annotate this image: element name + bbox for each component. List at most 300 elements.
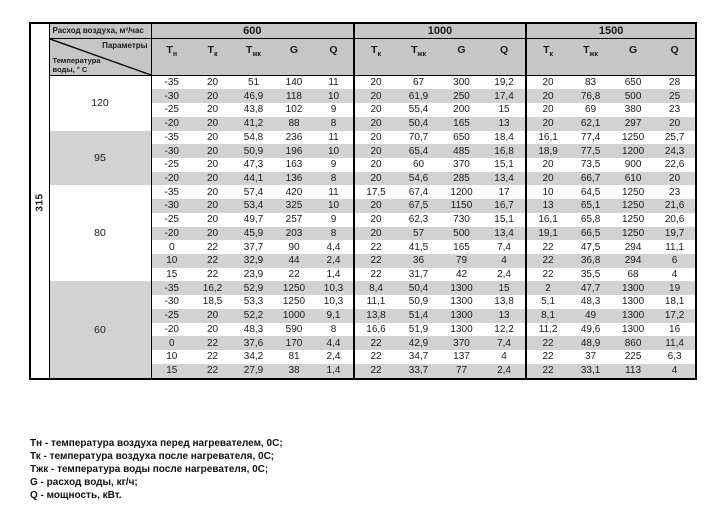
table-cell: 22 bbox=[288, 269, 300, 281]
table-cell: 27,9 bbox=[233, 364, 274, 379]
params-caption: Параметры bbox=[102, 40, 148, 50]
legend-line: Тн - температура воздуха перед нагревателем, 0С; bbox=[30, 438, 283, 449]
table-cell: 11 bbox=[328, 76, 339, 88]
param-header: $Т_к$ bbox=[526, 38, 569, 75]
table-cell: 325 bbox=[274, 199, 314, 213]
table-cell: 16,8 bbox=[483, 144, 526, 158]
table-cell: 610 bbox=[612, 172, 654, 186]
table-cell: 33,7 bbox=[397, 364, 440, 379]
table-cell: 250 bbox=[440, 89, 483, 103]
table-cell: -30 bbox=[164, 296, 179, 308]
table-cell: 18,9 bbox=[526, 144, 569, 158]
table-cell: 11,4 bbox=[654, 336, 696, 350]
table-cell: 62,3 bbox=[408, 214, 429, 226]
table-cell: 37,6 bbox=[233, 336, 274, 350]
table-cell: 83 bbox=[585, 76, 597, 88]
table-cell: 113 bbox=[612, 364, 654, 379]
table-cell: 34,7 bbox=[408, 351, 429, 363]
flow-rate-caption: Расход воздуха, м³/час bbox=[49, 23, 151, 38]
table-cell: 90 bbox=[288, 241, 300, 253]
table-cell: -35 bbox=[151, 281, 192, 295]
table-cell: 297 bbox=[612, 117, 654, 131]
table-cell: 4 bbox=[654, 364, 696, 379]
table-cell: 69 bbox=[585, 104, 597, 116]
table-cell: 0 bbox=[168, 241, 175, 253]
table-cell: 20 bbox=[354, 158, 397, 172]
table-cell: 1,4 bbox=[314, 364, 354, 379]
table-cell: 46,9 bbox=[233, 89, 274, 103]
table-cell: 20 bbox=[192, 172, 233, 186]
table-cell: 65,1 bbox=[569, 199, 612, 213]
table-cell: 17,2 bbox=[654, 309, 696, 323]
table-cell: 20 bbox=[192, 227, 233, 241]
table-cell: 49 bbox=[569, 309, 612, 323]
water-temp-group-label: 80 bbox=[49, 185, 151, 281]
table-cell: 16,7 bbox=[483, 199, 526, 213]
table-cell: 16 bbox=[669, 323, 681, 335]
table-cell: 36,8 bbox=[569, 254, 612, 268]
table-cell: 19,7 bbox=[654, 227, 696, 241]
table-cell: 62,1 bbox=[569, 117, 612, 131]
table-cell: 20 bbox=[526, 158, 569, 172]
table-cell: 36 bbox=[397, 254, 440, 268]
table-cell: 11,1 bbox=[665, 241, 684, 253]
table-cell: 77,4 bbox=[580, 131, 601, 143]
table-cell: 22 bbox=[526, 254, 569, 268]
table-cell: 10 bbox=[314, 199, 354, 213]
table-cell: 19 bbox=[654, 281, 696, 295]
table-cell: 8,4 bbox=[354, 281, 397, 295]
table-cell: 65,4 bbox=[397, 144, 440, 158]
table-cell: 650 bbox=[624, 76, 642, 88]
table-cell: 22 bbox=[192, 254, 233, 268]
table-cell: 370 bbox=[453, 159, 470, 171]
table-cell: 4,4 bbox=[314, 336, 354, 350]
table-cell: 47,7 bbox=[569, 281, 612, 295]
table-cell: 10,3 bbox=[314, 281, 354, 295]
legend-line: Тк - температура воздуха после нагревателя, 0С; bbox=[30, 451, 275, 462]
table-cell: 13,8 bbox=[354, 309, 397, 323]
table-cell: 22 bbox=[354, 336, 397, 350]
table-cell: 1300 bbox=[621, 323, 645, 335]
table-cell: 22 bbox=[354, 364, 397, 379]
table-cell: 13,4 bbox=[483, 172, 526, 186]
table-cell: 8 bbox=[314, 227, 354, 241]
table-cell: 20 bbox=[654, 117, 696, 131]
table-cell: 10 bbox=[166, 351, 178, 363]
table-cell: -35 bbox=[164, 131, 179, 143]
table-cell: 650 bbox=[453, 131, 470, 143]
table-cell: -30 bbox=[151, 89, 192, 103]
table-cell: 370 bbox=[440, 336, 483, 350]
table-cell: 24,3 bbox=[654, 144, 696, 158]
table-cell: 4 bbox=[501, 351, 507, 363]
table-cell: 200 bbox=[453, 104, 470, 116]
table-cell: 49,7 bbox=[243, 214, 264, 226]
table-cell: 44,1 bbox=[233, 172, 274, 186]
table-cell: 20 bbox=[526, 103, 569, 117]
table-cell: 88 bbox=[274, 117, 314, 131]
table-cell: 9 bbox=[330, 159, 337, 171]
table-cell: 196 bbox=[274, 144, 314, 158]
legend-line: G - расход воды, кг/ч; bbox=[30, 477, 138, 488]
table-cell: 285 bbox=[440, 172, 483, 186]
table-cell: 500 bbox=[440, 227, 483, 241]
table-cell: 20 bbox=[526, 172, 569, 186]
table-cell: 8,1 bbox=[526, 309, 569, 323]
table-cell: 485 bbox=[440, 144, 483, 158]
table-cell: 1250 bbox=[621, 214, 645, 226]
table-cell: 47,5 bbox=[580, 241, 601, 253]
table-cell: -35 bbox=[164, 186, 179, 198]
table-cell: 8 bbox=[314, 117, 354, 131]
table-cell: 21,6 bbox=[654, 199, 696, 213]
table-cell: 64,5 bbox=[580, 186, 601, 198]
table-cell: 66,5 bbox=[569, 227, 612, 241]
table-cell: 42 bbox=[455, 269, 468, 281]
table-cell: 20 bbox=[526, 89, 569, 103]
table-cell: 10 bbox=[526, 185, 569, 199]
table-cell: 20 bbox=[206, 214, 219, 226]
table-cell: 900 bbox=[624, 159, 642, 171]
table-cell: 70,7 bbox=[408, 131, 429, 143]
table-cell: 1300 bbox=[612, 281, 654, 295]
table-cell: 15 bbox=[498, 104, 510, 116]
table-cell: 22,6 bbox=[664, 159, 685, 171]
table-cell: 41,5 bbox=[408, 241, 429, 253]
table-cell: 32,9 bbox=[233, 254, 274, 268]
table-cell: 22 bbox=[192, 364, 233, 379]
table-cell: 203 bbox=[274, 227, 314, 241]
table-cell: 22 bbox=[526, 350, 569, 364]
param-header: Q bbox=[483, 38, 526, 75]
table-cell: 1250 bbox=[282, 296, 306, 308]
table-cell: 20 bbox=[354, 213, 397, 227]
table-cell: 31,7 bbox=[408, 269, 429, 281]
table-cell: 48,9 bbox=[569, 336, 612, 350]
table-cell: 53,3 bbox=[243, 296, 264, 308]
table-cell: 16,1 bbox=[526, 131, 569, 145]
table-cell: 6 bbox=[654, 254, 696, 268]
table-cell: 1300 bbox=[612, 309, 654, 323]
table-cell: 294 bbox=[612, 254, 654, 268]
table-cell: 1300 bbox=[440, 309, 483, 323]
table-cell: 55,4 bbox=[408, 104, 429, 116]
table-cell: 19,1 bbox=[526, 227, 569, 241]
table-cell: 15 bbox=[151, 364, 192, 379]
table-cell: 4 bbox=[671, 269, 678, 281]
table-cell: 11,1 bbox=[354, 295, 397, 309]
table-cell: 9 bbox=[330, 214, 337, 226]
table-cell: 13 bbox=[526, 199, 569, 213]
table-cell: 1300 bbox=[450, 296, 473, 308]
table-cell: 49,6 bbox=[580, 323, 601, 335]
table-cell: 1250 bbox=[621, 186, 645, 198]
table-cell: 15,1 bbox=[494, 159, 514, 171]
table-cell: -20 bbox=[151, 227, 192, 241]
table-cell: 1200 bbox=[612, 144, 654, 158]
table-cell: 25,7 bbox=[664, 131, 685, 143]
table-cell: 1200 bbox=[450, 186, 473, 198]
table-cell: 7,4 bbox=[483, 336, 526, 350]
table-cell: 170 bbox=[274, 336, 314, 350]
table-cell: 11 bbox=[328, 131, 339, 143]
table-cell: 22 bbox=[206, 269, 219, 281]
param-header: G bbox=[612, 38, 654, 75]
table-cell: 20 bbox=[526, 75, 569, 89]
table-cell: 1250 bbox=[274, 281, 314, 295]
table-cell: 50,4 bbox=[397, 281, 440, 295]
table-cell: 50,9 bbox=[408, 296, 429, 308]
table-cell: 15 bbox=[483, 281, 526, 295]
table-cell: 20 bbox=[206, 76, 219, 88]
water-temp-group-label: 95 bbox=[49, 131, 151, 186]
table-cell: 13 bbox=[483, 309, 526, 323]
table-cell: 22 bbox=[354, 254, 397, 268]
table-cell: 2,4 bbox=[326, 351, 341, 363]
table-cell: 860 bbox=[612, 336, 654, 350]
legend-line: Q - мощность, кВт. bbox=[30, 490, 122, 501]
table-cell: 9,1 bbox=[314, 309, 354, 323]
table-cell: 22 bbox=[206, 241, 219, 253]
table-cell: 51,4 bbox=[397, 309, 440, 323]
table-cell: 28 bbox=[669, 76, 681, 88]
table-cell: 22 bbox=[354, 268, 397, 282]
table-cell: 1250 bbox=[612, 227, 654, 241]
table-cell: 35,5 bbox=[580, 269, 601, 281]
table-cell: 52,9 bbox=[233, 281, 274, 295]
table-cell: 79 bbox=[440, 254, 483, 268]
table-cell: -30 bbox=[151, 144, 192, 158]
param-header: Q bbox=[654, 38, 696, 75]
table-cell: 48,3 bbox=[243, 323, 264, 335]
table-cell: 17,4 bbox=[483, 89, 526, 103]
table-cell: 0 bbox=[151, 336, 192, 350]
table-cell: 118 bbox=[274, 89, 314, 103]
table-cell: 1150 bbox=[440, 199, 483, 213]
table-cell: 20 bbox=[192, 199, 233, 213]
table-cell: 9 bbox=[330, 104, 337, 116]
table-cell: 37 bbox=[585, 351, 597, 363]
table-cell: 17,5 bbox=[354, 185, 397, 199]
table-cell: 76,8 bbox=[569, 89, 612, 103]
table-cell: 17 bbox=[498, 186, 510, 198]
table-cell: 20 bbox=[192, 144, 233, 158]
table-cell: 22 bbox=[526, 364, 569, 379]
table-cell: 140 bbox=[285, 76, 303, 88]
param-header: Q bbox=[314, 38, 354, 75]
table-cell: 20 bbox=[354, 144, 397, 158]
table-cell: 1300 bbox=[440, 281, 483, 295]
table-cell: 16,6 bbox=[354, 323, 397, 337]
table-cell: 25 bbox=[654, 89, 696, 103]
table-cell: 20,6 bbox=[664, 214, 685, 226]
flow-section-1500: 1500 bbox=[526, 23, 696, 38]
param-header: $Т_к$ bbox=[192, 38, 233, 75]
table-cell: 20 bbox=[206, 159, 219, 171]
table-cell: 257 bbox=[285, 214, 303, 226]
table-row bbox=[30, 185, 696, 199]
table-cell: 37,7 bbox=[243, 241, 264, 253]
table-cell: 20 bbox=[354, 227, 397, 241]
table-cell: 1250 bbox=[612, 199, 654, 213]
param-header: G bbox=[440, 38, 483, 75]
table-cell: 20 bbox=[354, 131, 397, 145]
table-cell: -25 bbox=[164, 104, 179, 116]
table-cell: 23,9 bbox=[243, 269, 264, 281]
table-cell: 20 bbox=[354, 103, 397, 117]
table-cell: 45,9 bbox=[233, 227, 274, 241]
table-cell: 165 bbox=[453, 241, 470, 253]
model-side-label-text: 315 bbox=[34, 193, 46, 212]
table-cell: 300 bbox=[453, 76, 470, 88]
table-cell: 42,9 bbox=[397, 336, 440, 350]
table-cell: 2 bbox=[526, 281, 569, 295]
table-cell: 22 bbox=[354, 350, 397, 364]
table-cell: 20 bbox=[192, 309, 233, 323]
table-cell: 20 bbox=[206, 104, 219, 116]
table-cell: 730 bbox=[453, 214, 470, 226]
table-cell: 590 bbox=[285, 323, 303, 335]
water-temp-caption: Температура воды, ° С bbox=[52, 55, 101, 74]
table-row bbox=[30, 75, 696, 89]
table-cell: 20 bbox=[654, 172, 696, 186]
table-cell: 50,9 bbox=[233, 144, 274, 158]
table-cell: 10 bbox=[151, 254, 192, 268]
table-cell: 67,4 bbox=[408, 186, 429, 198]
table-cell: 48,3 bbox=[580, 296, 601, 308]
table-cell: 61,9 bbox=[397, 89, 440, 103]
param-header: $Т_н$ bbox=[151, 38, 192, 75]
table-cell: 67 bbox=[412, 76, 425, 88]
table-cell: 294 bbox=[624, 241, 642, 253]
table-cell: -25 bbox=[151, 309, 192, 323]
table-cell: 22 bbox=[526, 336, 569, 350]
table-cell: 16,2 bbox=[192, 281, 233, 295]
water-temp-group-label: 120 bbox=[49, 75, 151, 131]
table-cell: 43,8 bbox=[243, 104, 264, 116]
table-cell: 52,2 bbox=[233, 309, 274, 323]
table-cell: 4,4 bbox=[326, 241, 341, 253]
table-cell: 10 bbox=[314, 89, 354, 103]
table-cell: 136 bbox=[274, 172, 314, 186]
table-cell: 20 bbox=[206, 323, 219, 335]
flow-section-600: 600 bbox=[151, 23, 354, 38]
table-cell: 6,3 bbox=[667, 351, 682, 363]
legend bbox=[30, 437, 283, 502]
table-cell: 18,1 bbox=[664, 296, 685, 308]
table-cell: 380 bbox=[624, 104, 642, 116]
table-cell: 38 bbox=[274, 364, 314, 379]
table-cell: 20 bbox=[206, 186, 219, 198]
table-cell: 33,1 bbox=[569, 364, 612, 379]
table-cell: 4 bbox=[483, 254, 526, 268]
table-cell: 22 bbox=[526, 268, 569, 282]
table-cell: 8 bbox=[330, 323, 337, 335]
table-cell: 54,6 bbox=[397, 172, 440, 186]
table-cell: -20 bbox=[151, 117, 192, 131]
table-cell: 2,4 bbox=[483, 364, 526, 379]
table-cell: 1300 bbox=[621, 296, 645, 308]
table-cell: 18,4 bbox=[494, 131, 514, 143]
table-cell: -25 bbox=[164, 159, 179, 171]
table-row bbox=[30, 131, 696, 145]
table-cell: 20 bbox=[354, 172, 397, 186]
param-header: $Т_к$ bbox=[354, 38, 397, 75]
table-cell: 165 bbox=[440, 117, 483, 131]
table-cell: 19,2 bbox=[494, 76, 514, 88]
table-cell: 500 bbox=[612, 89, 654, 103]
table-cell: 22 bbox=[192, 336, 233, 350]
table-cell: 13,8 bbox=[494, 296, 514, 308]
table-cell: 57,4 bbox=[243, 186, 264, 198]
table-cell: 77,5 bbox=[569, 144, 612, 158]
param-header: $Т_{жк}$ bbox=[233, 38, 274, 75]
table-cell: 20 bbox=[526, 117, 569, 131]
table-cell: 1300 bbox=[450, 323, 473, 335]
table-cell: 20 bbox=[354, 75, 397, 89]
flow-section-1000: 1000 bbox=[354, 23, 526, 38]
table-cell: 53,4 bbox=[233, 199, 274, 213]
param-header-row bbox=[30, 38, 696, 75]
table-cell: 2,4 bbox=[314, 254, 354, 268]
table-cell: -30 bbox=[151, 199, 192, 213]
table-cell: 44 bbox=[274, 254, 314, 268]
table-cell: 54,8 bbox=[243, 131, 264, 143]
table-cell: 102 bbox=[285, 104, 303, 116]
table-cell: 10 bbox=[314, 144, 354, 158]
table-cell: 420 bbox=[285, 186, 303, 198]
table-cell: 11 bbox=[328, 186, 339, 198]
table-cell: 20 bbox=[354, 199, 397, 213]
param-header: G bbox=[274, 38, 314, 75]
table-cell: 68 bbox=[627, 269, 639, 281]
param-header: $Т_{жк}$ bbox=[569, 38, 612, 75]
table-cell: 47,3 bbox=[243, 159, 264, 171]
table-cell: 22 bbox=[354, 240, 397, 254]
flow-header-row bbox=[30, 23, 696, 38]
params-diagonal-cell bbox=[49, 38, 151, 75]
heater-performance-table bbox=[29, 22, 697, 380]
model-side-label bbox=[30, 23, 49, 379]
table-cell: 225 bbox=[624, 351, 642, 363]
table-cell: 73,5 bbox=[580, 159, 601, 171]
legend-line: Тжк - температура воды после нагревателя, 0С; bbox=[30, 464, 269, 475]
table-cell: -20 bbox=[164, 323, 179, 335]
param-header: $Т_{жк}$ bbox=[397, 38, 440, 75]
table-cell: 65,8 bbox=[580, 214, 601, 226]
table-cell: 23 bbox=[669, 104, 681, 116]
table-cell: -35 bbox=[164, 76, 179, 88]
table-cell: 8 bbox=[314, 172, 354, 186]
table-cell: 236 bbox=[285, 131, 303, 143]
table-cell: 22 bbox=[526, 240, 569, 254]
table-cell: 23 bbox=[669, 186, 681, 198]
table-cell: 137 bbox=[453, 351, 470, 363]
table-cell: 22 bbox=[206, 351, 219, 363]
table-cell: 41,2 bbox=[233, 117, 274, 131]
table-cell: 15,1 bbox=[494, 214, 514, 226]
table-cell: 81 bbox=[288, 351, 300, 363]
table-cell: 51 bbox=[247, 76, 260, 88]
table-cell: 1,4 bbox=[326, 269, 341, 281]
table-row bbox=[30, 281, 696, 295]
table-cell: -25 bbox=[164, 214, 179, 226]
table-cell: 7,4 bbox=[497, 241, 511, 253]
table-cell: 16,1 bbox=[526, 213, 569, 227]
table-cell: 20 bbox=[192, 89, 233, 103]
table-cell: 10,3 bbox=[323, 296, 344, 308]
